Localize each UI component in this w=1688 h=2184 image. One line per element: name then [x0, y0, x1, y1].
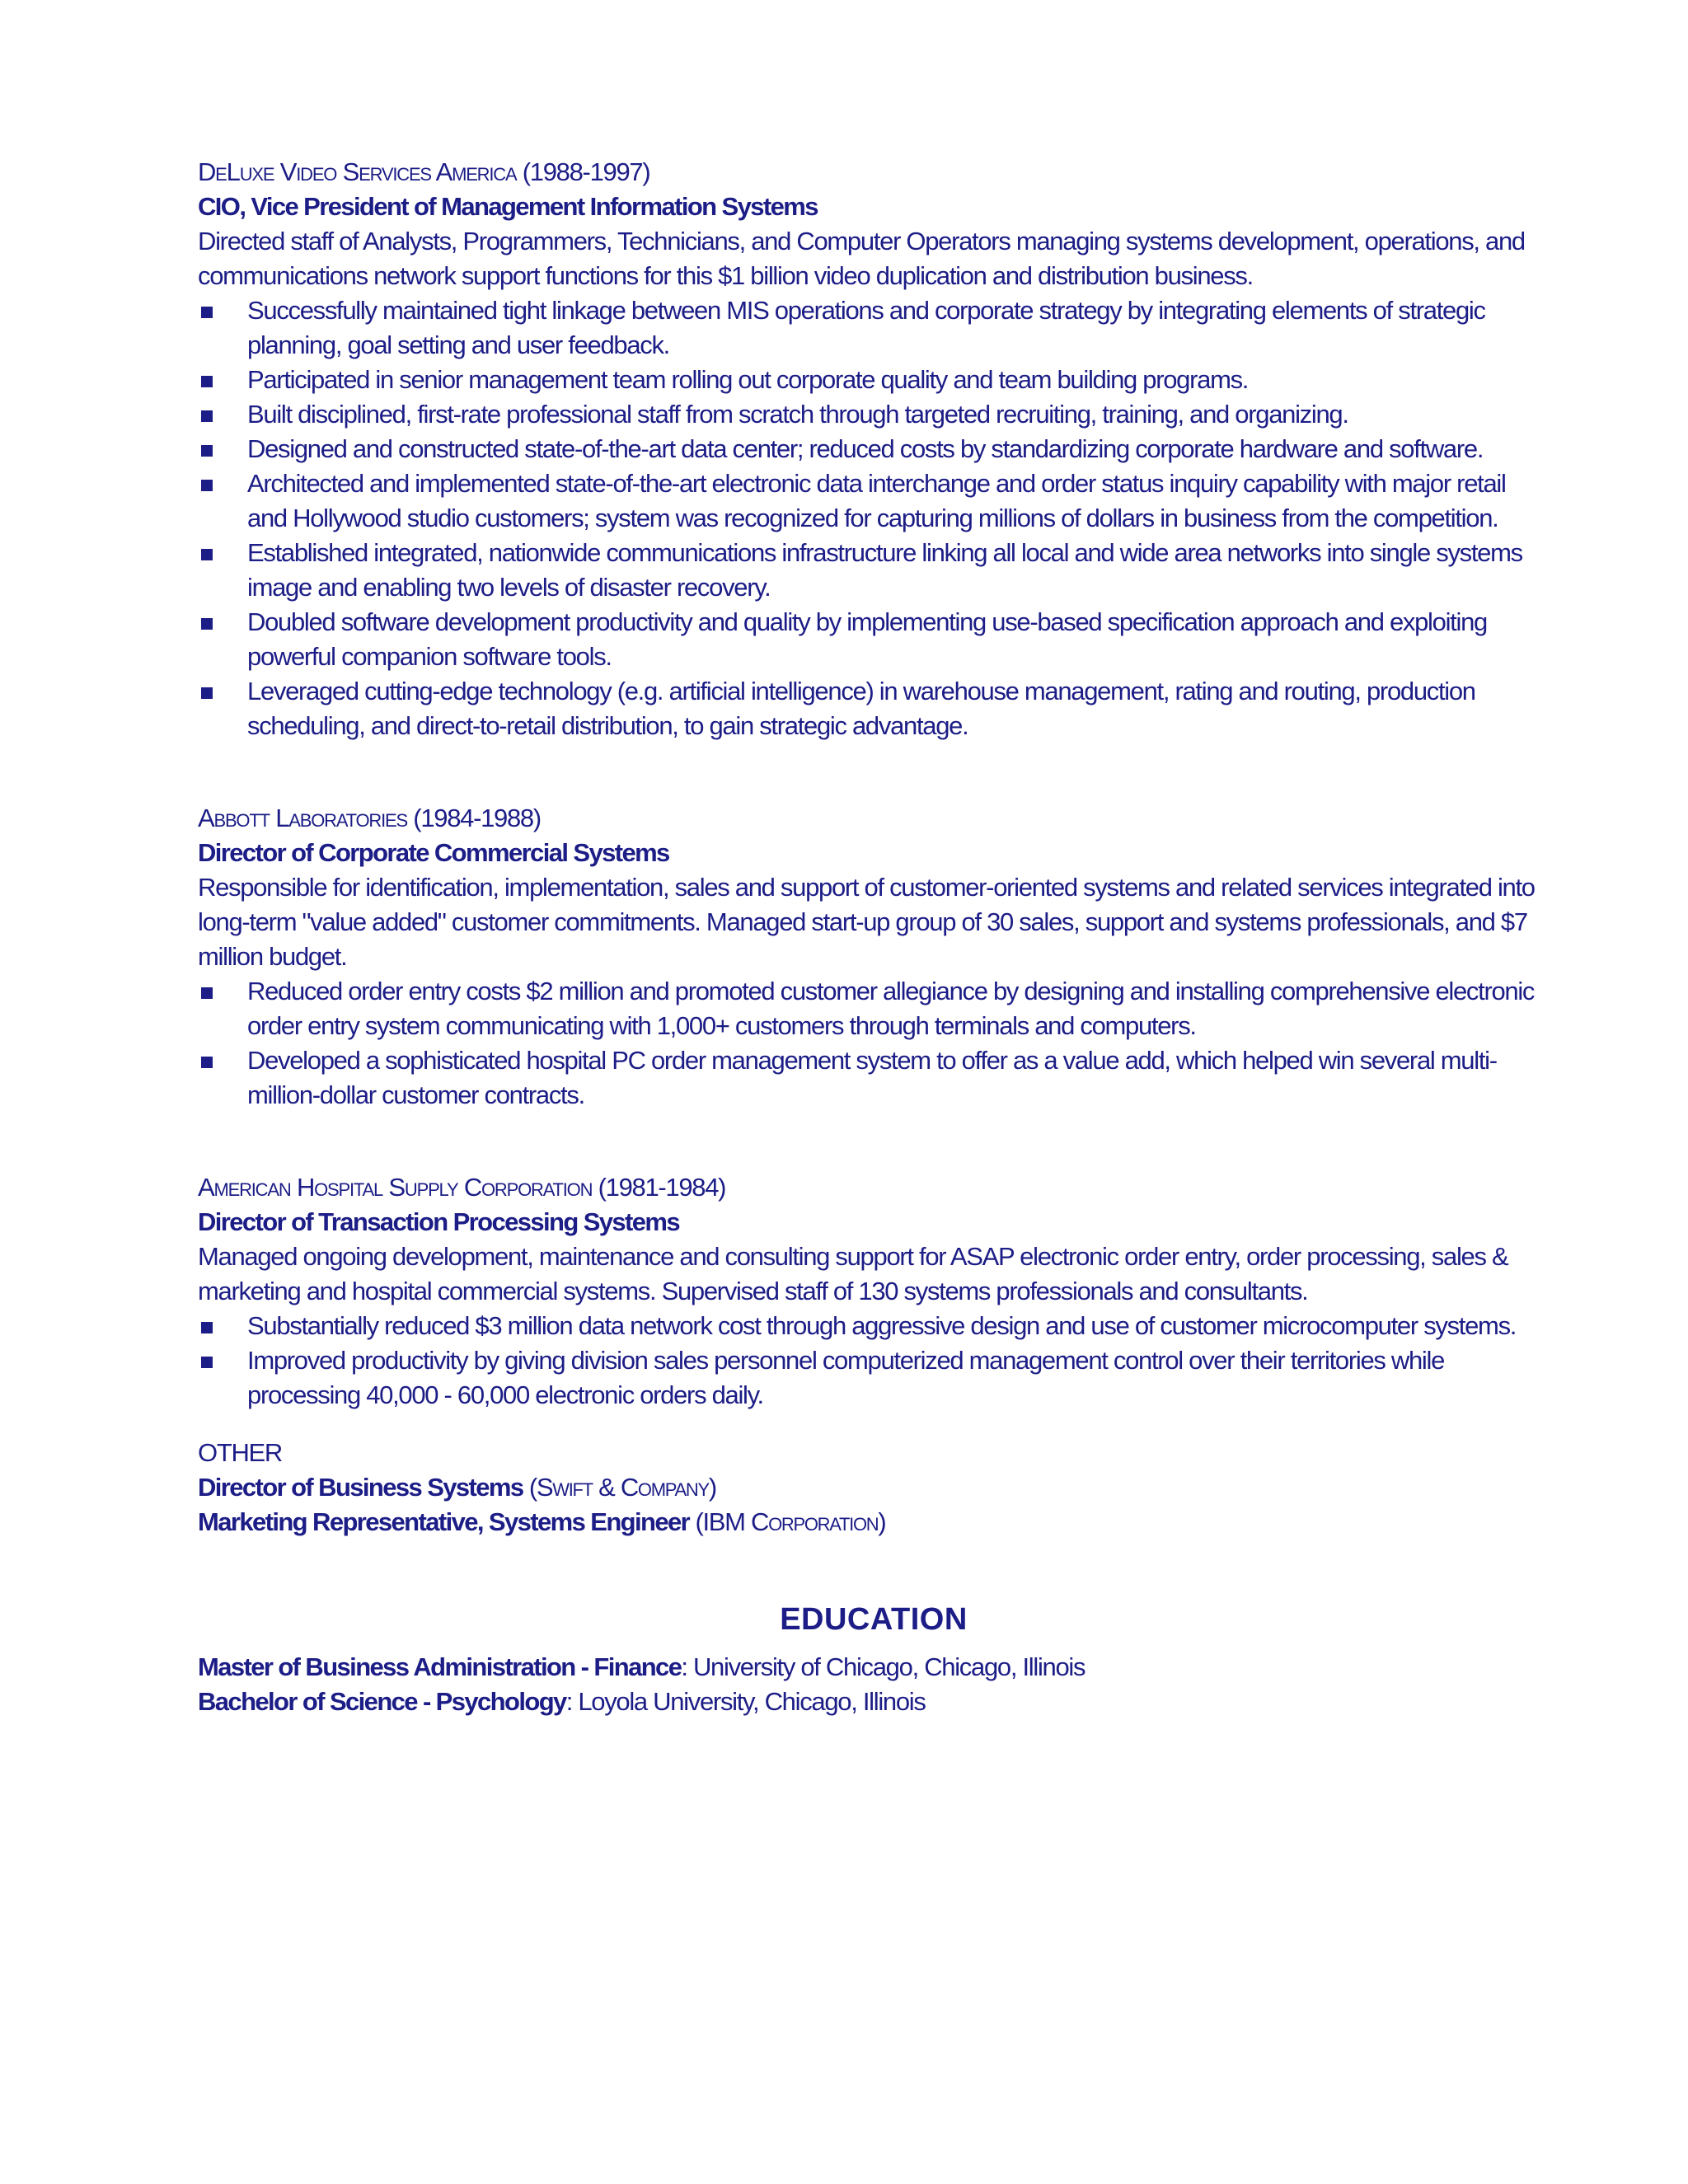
job-description: Directed staff of Analysts, Programmers, Technicians, and Computer Operators managing systems development, operations, and communications network support functions for this $1 billion video duplication and distribution business. [198, 227, 1525, 290]
achievement-item: Developed a sophisticated hospital PC order management system to offer as a value add, which helped win several multi-million-dollar customer contracts. [198, 1043, 1550, 1113]
education-section [198, 1599, 1550, 1719]
other-label: OTHER [198, 1438, 283, 1467]
education-entry [198, 1650, 1550, 1685]
company-name: American Hospital Supply Corporation [198, 1173, 593, 1202]
job-header [198, 1170, 1550, 1205]
achievement-item: Designed and constructed state-of-the-art data center; reduced costs by standardizing corporate hardware and software. [198, 432, 1550, 466]
achievement-item: Improved productivity by giving division sales personnel computerized management control over their territories while processing 40,000 - 60,000 electronic orders daily. [198, 1343, 1550, 1413]
resume-page [198, 155, 1550, 1719]
education-entry [198, 1685, 1550, 1719]
achievement-item: Participated in senior management team rolling out corporate quality and team building programs. [198, 363, 1550, 397]
achievement-item: Reduced order entry costs $2 million and promoted customer allegiance by designing and installing comprehensive electronic order entry system communicating with 1,000+ customers through terminals and computers. [198, 974, 1550, 1043]
other-role-org: (Swift & Company) [528, 1473, 716, 1502]
job-header [198, 155, 1550, 190]
degree-name: Master of Business Administration - Finance [198, 1652, 682, 1681]
job-years: (1988-1997) [522, 157, 650, 186]
company-name: Abbott Laboratories [198, 804, 407, 832]
job-header [198, 801, 1550, 836]
degree-name: Bachelor of Science - Psychology [198, 1687, 566, 1716]
job-years: (1981-1984) [598, 1173, 726, 1202]
school-name: : Loyola University, Chicago, Illinois [565, 1687, 926, 1716]
job-american-hospital-supply [198, 1170, 1550, 1413]
achievement-item: Substantially reduced $3 million data network cost through aggressive design and use of customer microcomputer systems. [198, 1309, 1550, 1343]
achievement-list [198, 293, 1550, 743]
achievement-item: Leveraged cutting-edge technology (e.g. artificial intelligence) in warehouse management, rating and routing, production scheduling, and direct-to-retail distribution, to gain strategic advantage. [198, 674, 1550, 743]
achievement-item: Architected and implemented state-of-the-art electronic data interchange and order status inquiry capability with major retail and Hollywood studio customers; system was recognized for capturing millions of dollars in business from the competition. [198, 466, 1550, 536]
achievement-item: Built disciplined, first-rate professional staff from scratch through targeted recruiting, training, and organizing. [198, 397, 1550, 432]
other-role-title: Director of Business Systems [198, 1473, 523, 1502]
company-name: DeLuxe Video Services America [198, 157, 517, 186]
other-role [198, 1470, 1550, 1505]
school-name: : University of Chicago, Chicago, Illinois [681, 1652, 1085, 1681]
achievement-item: Established integrated, nationwide communications infrastructure linking all local and wide area networks into single systems image and enabling two levels of disaster recovery. [198, 536, 1550, 605]
job-deluxe [198, 155, 1550, 743]
job-years: (1984-1988) [413, 804, 541, 832]
achievement-item: Successfully maintained tight linkage between MIS operations and corporate strategy by integrating elements of strategic planning, goal setting and user feedback. [198, 293, 1550, 363]
achievement-list [198, 974, 1550, 1113]
achievement-item: Doubled software development productivity and quality by implementing use-based specification approach and exploiting powerful companion software tools. [198, 605, 1550, 674]
other-role-title: Marketing Representative, Systems Engineer [198, 1507, 690, 1536]
job-title: CIO, Vice President of Management Information Systems [198, 192, 818, 221]
job-description: Responsible for identification, implementation, sales and support of customer-oriented systems and related services integrated into long-term "value added" customer commitments. Managed start-up group of 30 sales, support and systems professionals, and $7 million budget. [198, 873, 1535, 971]
other-experience [198, 1436, 1550, 1540]
achievement-list [198, 1309, 1550, 1413]
other-role-org: (IBM Corporation) [695, 1507, 886, 1536]
job-title: Director of Transaction Processing Systems [198, 1207, 680, 1236]
education-heading: EDUCATION [780, 1602, 968, 1637]
other-role [198, 1505, 1550, 1540]
job-title: Director of Corporate Commercial Systems [198, 838, 669, 867]
job-abbott [198, 801, 1550, 1113]
job-description: Managed ongoing development, maintenance and consulting support for ASAP electronic order entry, order processing, sales & marketing and hospital commercial systems. Supervised staff of 130 systems professionals and consultants. [198, 1242, 1508, 1305]
